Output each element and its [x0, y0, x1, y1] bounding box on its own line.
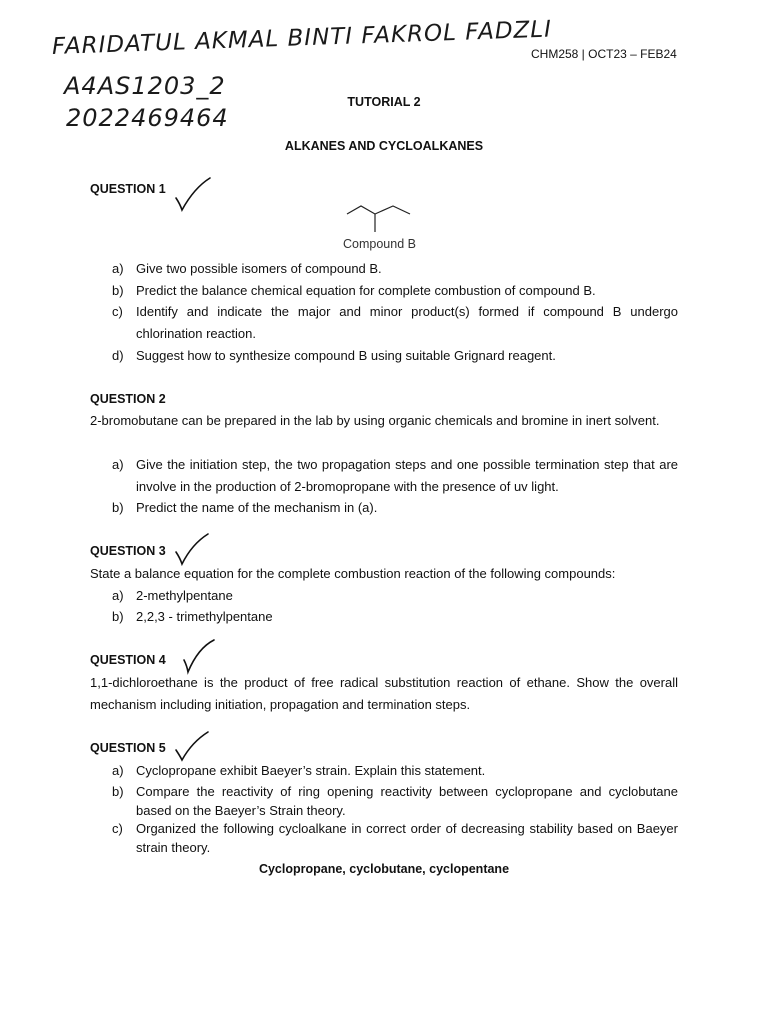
item-label: b) [112, 784, 124, 799]
compound-b-label: Compound B [343, 237, 416, 251]
handwritten-group: A4AS1203_2 [64, 72, 226, 100]
q5-item-a [112, 760, 678, 782]
q1-item-d [112, 345, 678, 367]
item-text: Predict the balance chemical equation for complete combustion of compound B. [136, 283, 596, 298]
q5-item-b [112, 782, 678, 820]
q3-item-a [112, 585, 678, 607]
question-5-heading: QUESTION 5 [90, 741, 166, 755]
item-label: c) [112, 821, 123, 836]
item-text: Identify and indicate the major and minor product(s) formed if compound B undergo chlorination reaction. [136, 304, 678, 341]
handwritten-student-id: 2022469464 [66, 104, 229, 132]
compound-b-structure [344, 200, 414, 236]
handwritten-name: FARIDATUL AKMAL BINTI FAKROL FADZLI [51, 16, 553, 60]
item-label: a) [112, 763, 124, 778]
tutorial-title: TUTORIAL 2 [347, 95, 421, 109]
item-text: Give the initiation step, the two propagation steps and one possible termination step that are involve in the production of 2-bromopropane with the presence of uv light. [136, 457, 678, 494]
q3-intro: State a balance equation for the complete combustion reaction of the following compounds: [90, 566, 616, 581]
item-text: Predict the name of the mechanism in (a). [136, 500, 378, 515]
q1-item-a [112, 258, 678, 280]
item-label: b) [112, 609, 124, 624]
course-code: CHM258 | OCT23 – FEB24 [531, 47, 677, 61]
item-text: Compare the reactivity of ring opening reactivity between cyclopropane and cyclobutane based on the Baeyer’s Strain theory. [136, 784, 678, 818]
item-label: d) [112, 348, 124, 363]
item-label: b) [112, 283, 124, 298]
q5-item-c [112, 819, 678, 857]
q2-item-b [112, 497, 678, 519]
question-4-heading: QUESTION 4 [90, 653, 166, 667]
item-label: a) [112, 457, 124, 472]
item-text: Organized the following cycloalkane in correct order of decreasing stability based on Baeyer strain theory. [136, 821, 678, 855]
item-text: 2-methylpentane [136, 588, 233, 603]
q5-cycloalkane-list: Cyclopropane, cyclobutane, cyclopentane [258, 862, 510, 876]
q1-item-b [112, 280, 678, 302]
item-label: b) [112, 500, 124, 515]
item-text: Give two possible isomers of compound B. [136, 261, 382, 276]
item-text: Suggest how to synthesize compound B using suitable Grignard reagent. [136, 348, 556, 363]
tutorial-subtitle: ALKANES AND CYCLOALKANES [284, 139, 484, 153]
item-text: 2,2,3 - trimethylpentane [136, 609, 273, 624]
q2-item-a [112, 454, 678, 497]
question-3-heading: QUESTION 3 [90, 544, 166, 558]
q3-item-b [112, 606, 678, 628]
check-mark-icon [178, 636, 218, 676]
item-text: Cyclopropane exhibit Baeyer’s strain. Explain this statement. [136, 763, 486, 778]
question-2-heading: QUESTION 2 [90, 392, 166, 406]
q4-intro: 1,1-dichloroethane is the product of free radical substitution reaction of ethane. Show the overall mechanism including initiation, propagation and termination steps. [90, 675, 678, 712]
item-label: a) [112, 588, 124, 603]
check-mark-icon [172, 174, 212, 214]
q2-intro: 2-bromobutane can be prepared in the lab by using organic chemicals and bromine in inert solvent. [90, 413, 660, 428]
item-label: c) [112, 304, 123, 319]
item-label: a) [112, 261, 124, 276]
q1-item-c [112, 301, 678, 344]
question-1-heading: QUESTION 1 [90, 182, 166, 196]
